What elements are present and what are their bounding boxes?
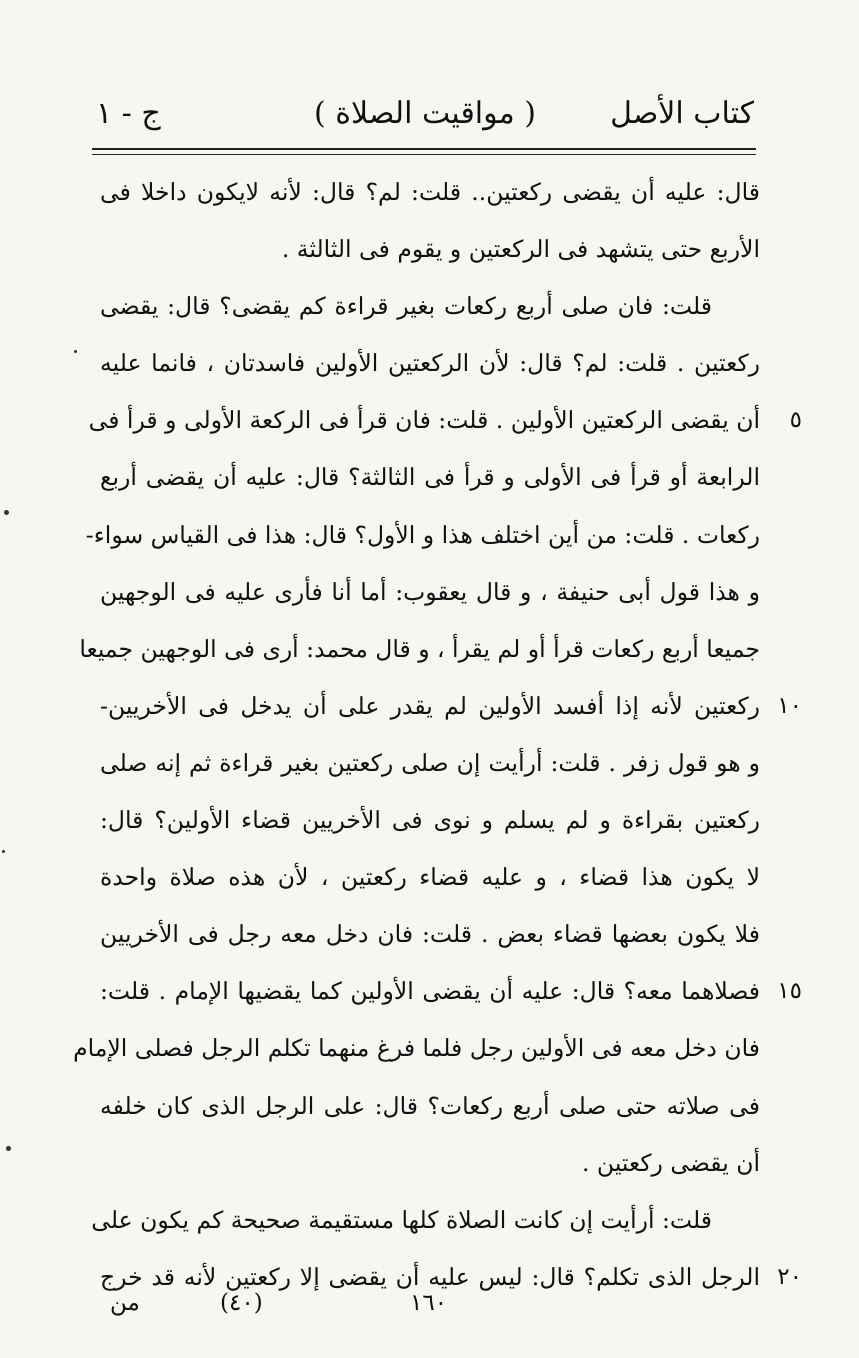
body-text — [73, 164, 802, 1306]
line-number: ١٠ — [777, 692, 802, 719]
section-title: ( مواقيت الصلاة ) — [314, 96, 536, 131]
text-line — [85, 507, 760, 564]
text-line — [100, 335, 760, 392]
text-line — [100, 735, 760, 792]
text-line — [100, 849, 760, 906]
text-line — [100, 792, 760, 849]
text-line — [100, 906, 760, 963]
volume-number: ج - ١ — [96, 96, 161, 131]
line-text: أن يقضى ركعتين . — [581, 1148, 760, 1177]
line-text: و هذا قول أبى حنيفة ، و قال يعقوب: أما أنا فأرى عليه فى الوجهين — [100, 577, 760, 606]
catchword: من — [110, 1290, 140, 1316]
book-title: كتاب الأصل — [610, 96, 754, 131]
line-text: و هو قول زفر . قلت: أرأيت إن صلى ركعتين بغير قراءة ثم إنه صلى — [100, 748, 760, 777]
line-text: الأربع حتى يتشهد فى الركعتين و يقوم فى الثالثة . — [281, 235, 760, 264]
scan-speck — [74, 350, 77, 353]
line-text: ركعتين لأنه إذا أفسد الأولين لم يقدر على أن يدخل فى الأخريين- — [100, 691, 760, 720]
line-text: قال: عليه أن يقضى ركعتين.. قلت: لم؟ قال: لأنه لايكون داخلا فى — [100, 178, 760, 206]
text-line — [100, 963, 802, 1020]
text-line — [100, 221, 760, 278]
line-text: الرجل الذى تكلم؟ قال: ليس عليه أن يقضى إلا ركعتين لأنه قد خرج — [100, 1262, 760, 1291]
line-text: قلت: أرأيت إن كانت الصلاة كلها مستقيمة صحيحة كم يكون على — [91, 1205, 712, 1234]
line-text: فان دخل معه فى الأولين رجل فلما فرغ منهما تكلم الرجل فصلى الإمام — [73, 1034, 760, 1063]
line-text: فى صلاته حتى صلى أربع ركعات؟ قال: على الرجل الذى كان خلفه — [100, 1091, 760, 1120]
text-line — [100, 449, 760, 506]
line-number: ٢٠ — [777, 1263, 802, 1290]
line-text: أن يقضى الركعتين الأولين . قلت: فان قرأ فى الركعة الأولى و قرأ فى — [88, 406, 760, 435]
line-text: الرابعة أو قرأ فى الأولى و قرأ فى الثالثة؟ قال: عليه أن يقضى أربع — [100, 463, 760, 492]
line-text: جميعا أربع ركعات قرأ أو لم يقرأ ، و قال محمد: أرى فى الوجهين جميعا — [79, 634, 760, 663]
line-text: لا يكون هذا قضاء ، و عليه قضاء ركعتين ، لأن هذه صلاة واحدة — [100, 863, 760, 892]
page-footer — [110, 1290, 550, 1330]
line-text: ركعتين . قلت: لم؟ قال: لأن الركعتين الأولين فاسدتان ، فانما عليه — [100, 349, 760, 378]
line-number: ١٥ — [777, 978, 802, 1005]
line-number: ٥ — [789, 407, 802, 434]
line-text: ركعتين بقراءة و لم يسلم و نوى فى الأخريين قضاء الأولين؟ قال: — [100, 806, 760, 835]
text-line — [73, 1020, 760, 1077]
text-line — [100, 164, 760, 221]
running-header — [96, 94, 754, 144]
scan-speck — [4, 510, 9, 515]
text-line — [91, 1192, 760, 1249]
line-text: ركعات . قلت: من أين اختلف هذا و الأول؟ قال: هذا فى القياس سواء- — [85, 520, 760, 549]
line-text: فصلاهما معه؟ قال: عليه أن يقضى الأولين كما يقضيها الإمام . قلت: — [100, 977, 760, 1006]
text-line — [100, 1078, 760, 1135]
header-rule-thin — [92, 154, 756, 155]
text-line — [79, 621, 760, 678]
signature-mark: (٤٠) — [220, 1290, 263, 1316]
text-line — [100, 678, 802, 735]
line-text: فلا يكون بعضها قضاء بعض . قلت: فان دخل معه رجل فى الأخريين — [100, 920, 760, 949]
header-rule — [92, 148, 756, 150]
page-number: ١٦٠ — [410, 1290, 448, 1316]
scan-speck — [6, 1146, 11, 1151]
text-line — [100, 278, 760, 335]
line-text: قلت: فان صلى أربع ركعات بغير قراءة كم يقضى؟ قال: يقضى — [100, 292, 712, 321]
text-line — [88, 392, 802, 449]
text-line — [100, 564, 760, 621]
text-line — [100, 1135, 760, 1192]
scan-speck — [2, 850, 5, 853]
